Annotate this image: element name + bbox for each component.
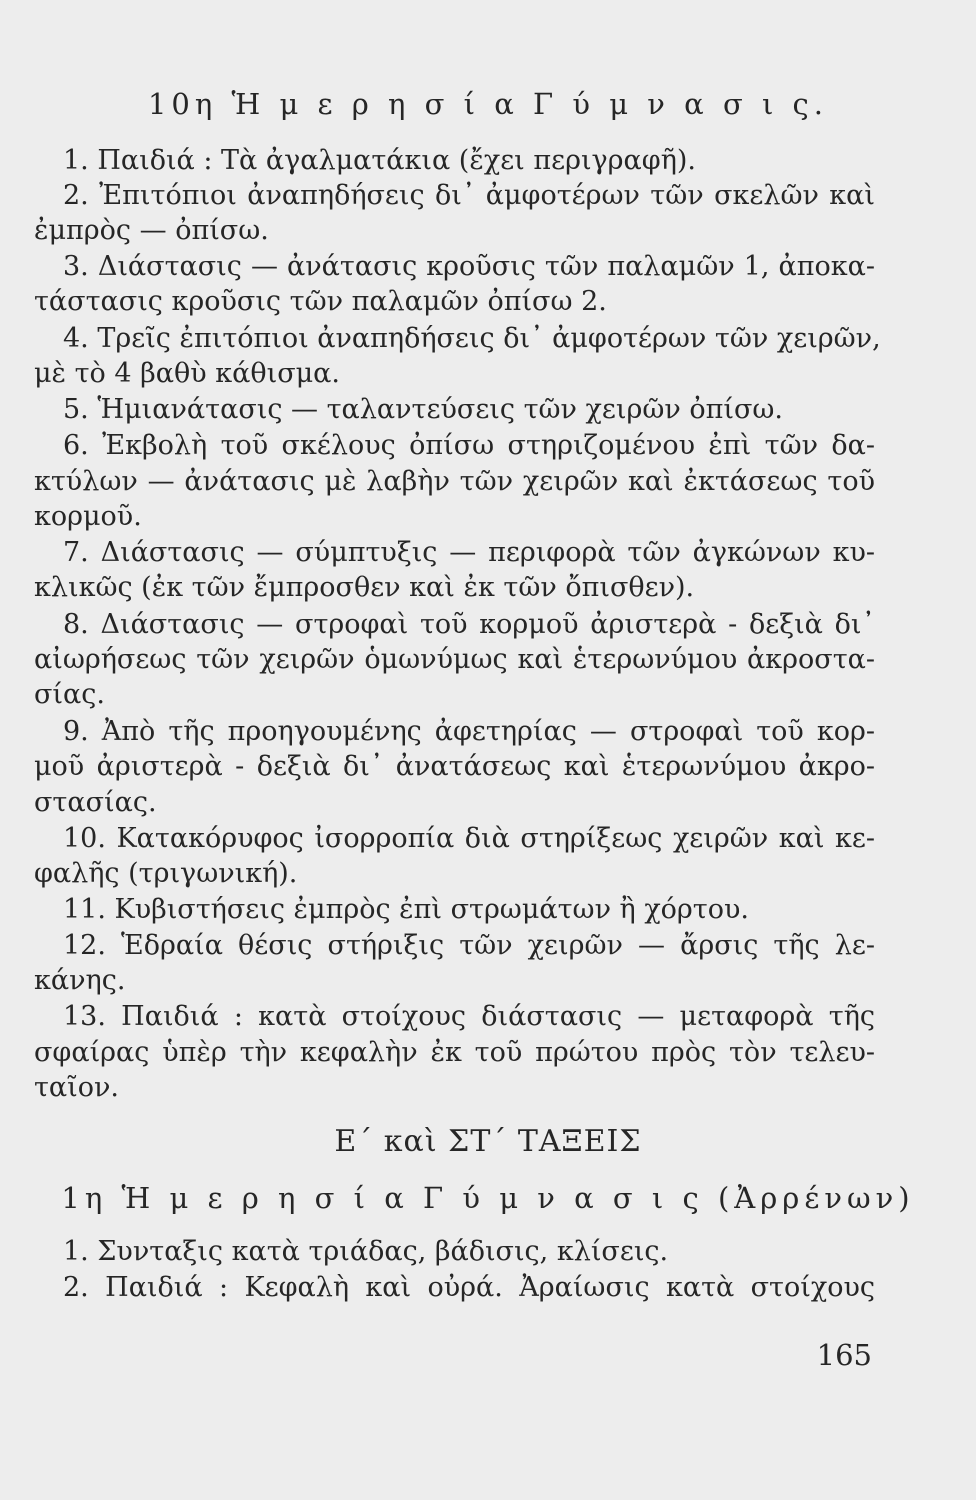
text-line: τάστασις κροῦσις τῶν παλαμῶν ὀπίσω 2. xyxy=(34,286,607,317)
text-line: αἰωρήσεως τῶν χειρῶν ὁμωνύμως καὶ ἑτερωνύμου ἀκροστα- xyxy=(34,644,875,675)
text-line: 13. Παιδιά : κατὰ στοίχους διάστασις — μεταφορὰ τῆς xyxy=(63,1001,875,1032)
text-line: μοῦ ἀριστερὰ - δεξιὰ δι᾽ ἀνατάσεως καὶ ἑτερωνύμου ἀκρο- xyxy=(34,751,875,782)
text-line: μὲ τὸ 4 βαθὺ κάθισμα. xyxy=(34,358,340,389)
text-line: 5. Ἡμιανάτασις — ταλαντεύσεις τῶν χειρῶν ὀπίσω. xyxy=(63,394,783,425)
text-line: 2. Παιδιά : Κεφαλὴ καὶ οὐρά. Ἀραίωσις κατὰ στοίχους xyxy=(63,1272,875,1303)
text-line: ταῖον. xyxy=(34,1072,120,1103)
text-line: φαλῆς (τριγωνική). xyxy=(34,858,298,889)
text-line: κορμοῦ. xyxy=(34,501,142,532)
text-line: 6. Ἐκβολὴ τοῦ σκέλους ὀπίσω στηριζομένου ἐπὶ τῶν δα- xyxy=(63,430,875,461)
page-number: 165 xyxy=(816,1338,872,1372)
text-line: σίας. xyxy=(34,679,105,710)
text-line: 7. Διάστασις — σύμπτυξις — περιφορὰ τῶν ἀγκώνων κυ- xyxy=(63,537,875,568)
text-line: 1. Συνταξις κατὰ τριάδας, βάδισις, κλίσεις. xyxy=(63,1236,669,1267)
lesson-heading-1: 1η Ἡ μ ε ρ η σ ί α Γ ύ μ ν α σ ι ς (Ἀρρένων) xyxy=(61,1181,915,1215)
text-line: 2. Ἐπιτόπιοι ἀναπηδήσεις δι᾽ ἀμφοτέρων τῶν σκελῶν καὶ xyxy=(63,180,875,211)
text-line: 8. Διάστασις — στροφαὶ τοῦ κορμοῦ ἀριστερὰ - δεξιὰ δι᾽ xyxy=(63,609,875,640)
text-line: κάνης. xyxy=(34,965,126,996)
lesson-heading-10: 10η Ἡ μ ε ρ η σ ί α Γ ύ μ ν α σ ι ς. xyxy=(147,87,829,121)
text-line: κτύλων — ἀνάτασις μὲ λαβὴν τῶν χειρῶν καὶ ἐκτάσεως τοῦ xyxy=(34,466,875,497)
text-line: κλικῶς (ἐκ τῶν ἔμπροσθεν καὶ ἐκ τῶν ὄπισθεν). xyxy=(34,572,695,603)
text-line: 1. Παιδιά : Τὰ ἀγαλματάκια (ἔχει περιγραφῆ). xyxy=(63,145,696,176)
section-title: Ε΄ καὶ ΣΤ΄ ΤΑΞΕΙΣ xyxy=(334,1124,642,1159)
text-line: 9. Ἀπὸ τῆς προηγουμένης ἀφετηρίας — στροφαὶ τοῦ κορ- xyxy=(63,716,875,747)
text-line: 3. Διάστασις — ἀνάτασις κροῦσις τῶν παλαμῶν 1, ἀποκα- xyxy=(63,251,875,282)
text-line: 4. Τρεῖς ἐπιτόπιοι ἀναπηδήσεις δι᾽ ἀμφοτέρων τῶν χειρῶν, xyxy=(63,323,881,354)
text-line: 11. Κυβιστήσεις ἐμπρὸς ἐπὶ στρωμάτων ἢ χόρτου. xyxy=(63,894,749,925)
text-line: ἐμπρὸς — ὀπίσω. xyxy=(34,215,269,246)
text-line: 12. Ἑδραία θέσις στήριξις τῶν χειρῶν — ἄρσις τῆς λε- xyxy=(63,930,875,961)
text-line: σφαίρας ὑπὲρ τὴν κεφαλὴν ἐκ τοῦ πρώτου πρὸς τὸν τελευ- xyxy=(34,1037,875,1068)
text-line: στασίας. xyxy=(34,787,157,818)
text-line: 10. Κατακόρυφος ἰσορροπία διὰ στηρίξεως χειρῶν καὶ κε- xyxy=(63,823,875,854)
